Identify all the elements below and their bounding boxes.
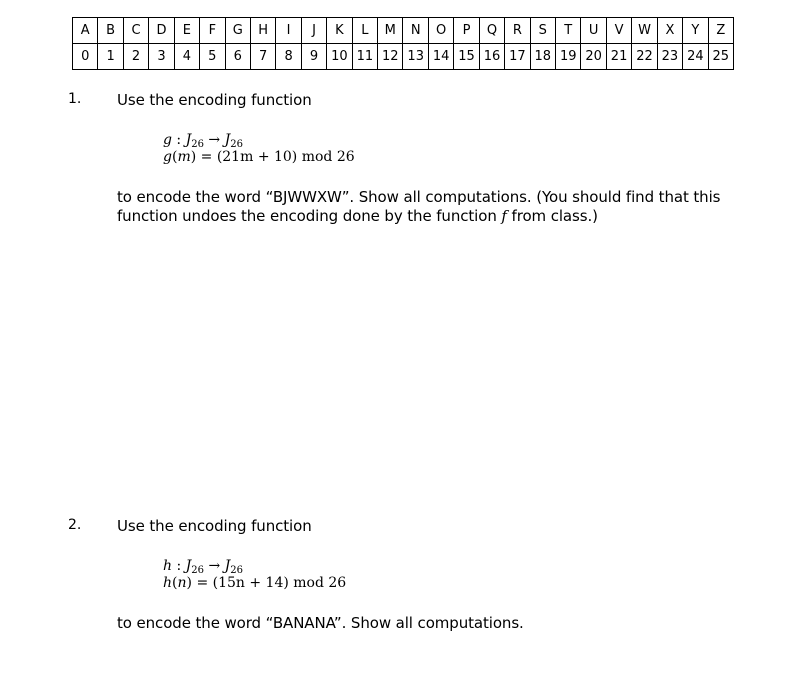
number-cell: 24 — [683, 44, 708, 70]
number-cell: 8 — [276, 44, 301, 70]
number-cell: 23 — [657, 44, 682, 70]
number-cell: 15 — [454, 44, 479, 70]
number-cell: 17 — [505, 44, 530, 70]
letter-cell: E — [174, 18, 199, 44]
letter-cell: K — [327, 18, 352, 44]
problem-1-function-signature: g : $J_{26} \to J_{26}$ — [163, 132, 243, 150]
number-cell: 10 — [327, 44, 352, 70]
letter-cell: F — [200, 18, 225, 44]
number-cell: 19 — [556, 44, 581, 70]
letter-cell: I — [276, 18, 301, 44]
number-cell: 20 — [581, 44, 606, 70]
number-cell: 5 — [200, 44, 225, 70]
number-cell: 7 — [250, 44, 275, 70]
problem-2-function-definition: h(n) = (15n + 14) mod 26 — [163, 575, 347, 591]
number-cell: 12 — [378, 44, 403, 70]
number-cell: 4 — [174, 44, 199, 70]
number-cell: 0 — [73, 44, 98, 70]
letter-cell: C — [123, 18, 148, 44]
number-cell: 22 — [632, 44, 657, 70]
letter-cell: S — [530, 18, 555, 44]
problem-1-function-definition: g(m) = (21m + 10) mod 26 — [163, 149, 355, 165]
letter-cell: Y — [683, 18, 708, 44]
problem-1-intro: Use the encoding function — [117, 91, 312, 109]
number-cell: 1 — [98, 44, 123, 70]
problem-2-function-signature: h : $J_{26} \to J_{26}$ — [163, 558, 244, 576]
letter-cell: X — [657, 18, 682, 44]
letters-row — [73, 18, 734, 44]
problem-2-number: 2. — [68, 517, 82, 533]
letter-cell: L — [352, 18, 377, 44]
letter-cell: A — [73, 18, 98, 44]
number-cell: 18 — [530, 44, 555, 70]
number-cell: 13 — [403, 44, 428, 70]
problem-1-instruction: to encode the word “BJWWXW”. Show all computations. (You should find that this function undoes the encoding done by the function f from class.) — [117, 188, 721, 225]
letter-cell: G — [225, 18, 250, 44]
number-cell: 11 — [352, 44, 377, 70]
number-cell: 3 — [149, 44, 174, 70]
letter-cell: Q — [479, 18, 504, 44]
letter-cell: O — [428, 18, 453, 44]
letter-cell: J — [301, 18, 326, 44]
numbers-row — [73, 44, 734, 70]
problem-2-instruction: to encode the word “BANANA”. Show all computations. — [117, 614, 524, 632]
letter-cell: D — [149, 18, 174, 44]
letter-cell: T — [556, 18, 581, 44]
letter-cell: M — [378, 18, 403, 44]
number-cell: 16 — [479, 44, 504, 70]
number-cell: 25 — [708, 44, 733, 70]
letter-cell: W — [632, 18, 657, 44]
letter-cell: U — [581, 18, 606, 44]
number-cell: 21 — [606, 44, 631, 70]
letter-number-table — [72, 17, 734, 70]
problem-1-number: 1. — [68, 91, 82, 107]
letter-cell: Z — [708, 18, 733, 44]
problem-2-intro: Use the encoding function — [117, 517, 312, 535]
number-cell: 6 — [225, 44, 250, 70]
letter-cell: R — [505, 18, 530, 44]
number-cell: 2 — [123, 44, 148, 70]
letter-cell: H — [250, 18, 275, 44]
letter-cell: V — [606, 18, 631, 44]
number-cell: 14 — [428, 44, 453, 70]
letter-cell: B — [98, 18, 123, 44]
letter-cell: N — [403, 18, 428, 44]
number-cell: 9 — [301, 44, 326, 70]
letter-cell: P — [454, 18, 479, 44]
